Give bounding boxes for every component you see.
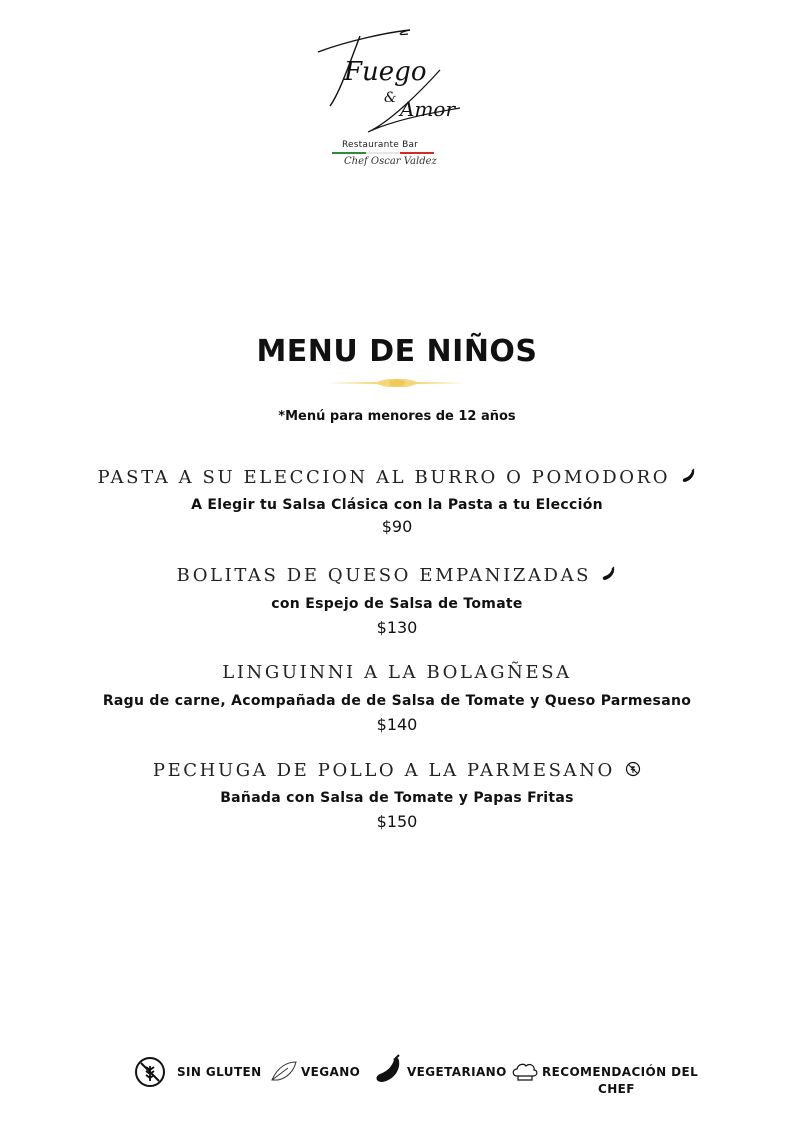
legend-chef-label-line1: RECOMENDACIÓN DEL — [542, 1065, 699, 1079]
legend-vegetarian-label: VEGETARIANO — [407, 1065, 507, 1079]
legend-gluten-free-label: SIN GLUTEN — [177, 1065, 262, 1079]
dietary-legend — [0, 1054, 794, 1104]
menu-item-description: A Elegir tu Salsa Clásica con la Pasta a tu Elección — [191, 497, 603, 513]
flag-stripe-white — [366, 152, 400, 154]
legend-vegan-label: VEGANO — [301, 1065, 361, 1079]
logo-script-mark — [300, 22, 490, 142]
flag-stripe-green — [332, 152, 366, 154]
gluten-free-icon — [625, 761, 641, 782]
vegetarian-icon — [681, 468, 697, 489]
menu-title: MENU DE NIÑOS — [256, 334, 538, 369]
logo-name-line1: Fuego — [344, 57, 427, 87]
gluten-free-icon — [134, 1056, 166, 1093]
menu-item-description: Ragu de carne, Acompañada de de Salsa de Tomate y Queso Parmesano — [102, 693, 692, 709]
flag-stripe-red — [400, 152, 434, 154]
menu-item-price: $130 — [376, 618, 418, 637]
item-name-text: PECHUGA DE POLLO A LA PARMESANO — [152, 760, 615, 781]
age-note: *Menú para menores de 12 años — [278, 409, 516, 424]
menu-item-price: $150 — [376, 812, 418, 831]
logo-ampersand: & — [384, 90, 397, 106]
menu-item-name — [0, 662, 794, 683]
menu-item-name — [0, 467, 794, 489]
vegan-leaf-icon — [270, 1060, 298, 1089]
restaurant-logo — [300, 22, 490, 182]
logo-chef-signature: Chef Oscar Valdez — [344, 156, 437, 167]
vegetarian-eggplant-icon — [374, 1054, 404, 1091]
menu-item-description: con Espejo de Salsa de Tomate — [271, 596, 523, 612]
item-name-text: BOLITAS DE QUESO EMPANIZADAS — [176, 565, 592, 586]
menu-item-description: Bañada con Salsa de Tomate y Papas Fritas — [220, 790, 574, 806]
menu-item-price: $140 — [376, 715, 418, 734]
item-name-text: LINGUINNI A LA BOLAGÑESA — [222, 662, 572, 683]
vegetarian-icon — [601, 566, 617, 587]
chef-hat-icon — [511, 1062, 539, 1087]
legend-chef-label-line2: CHEF — [598, 1082, 635, 1096]
logo-name-line2: Amor — [400, 97, 456, 121]
gold-divider — [327, 375, 467, 391]
menu-item-name — [0, 565, 794, 587]
logo-subtitle: Restaurante Bar — [342, 140, 419, 150]
menu-item-name — [0, 760, 794, 782]
item-name-text: PASTA A SU ELECCION AL BURRO O POMODORO — [97, 467, 671, 488]
menu-item-price: $90 — [381, 517, 413, 536]
